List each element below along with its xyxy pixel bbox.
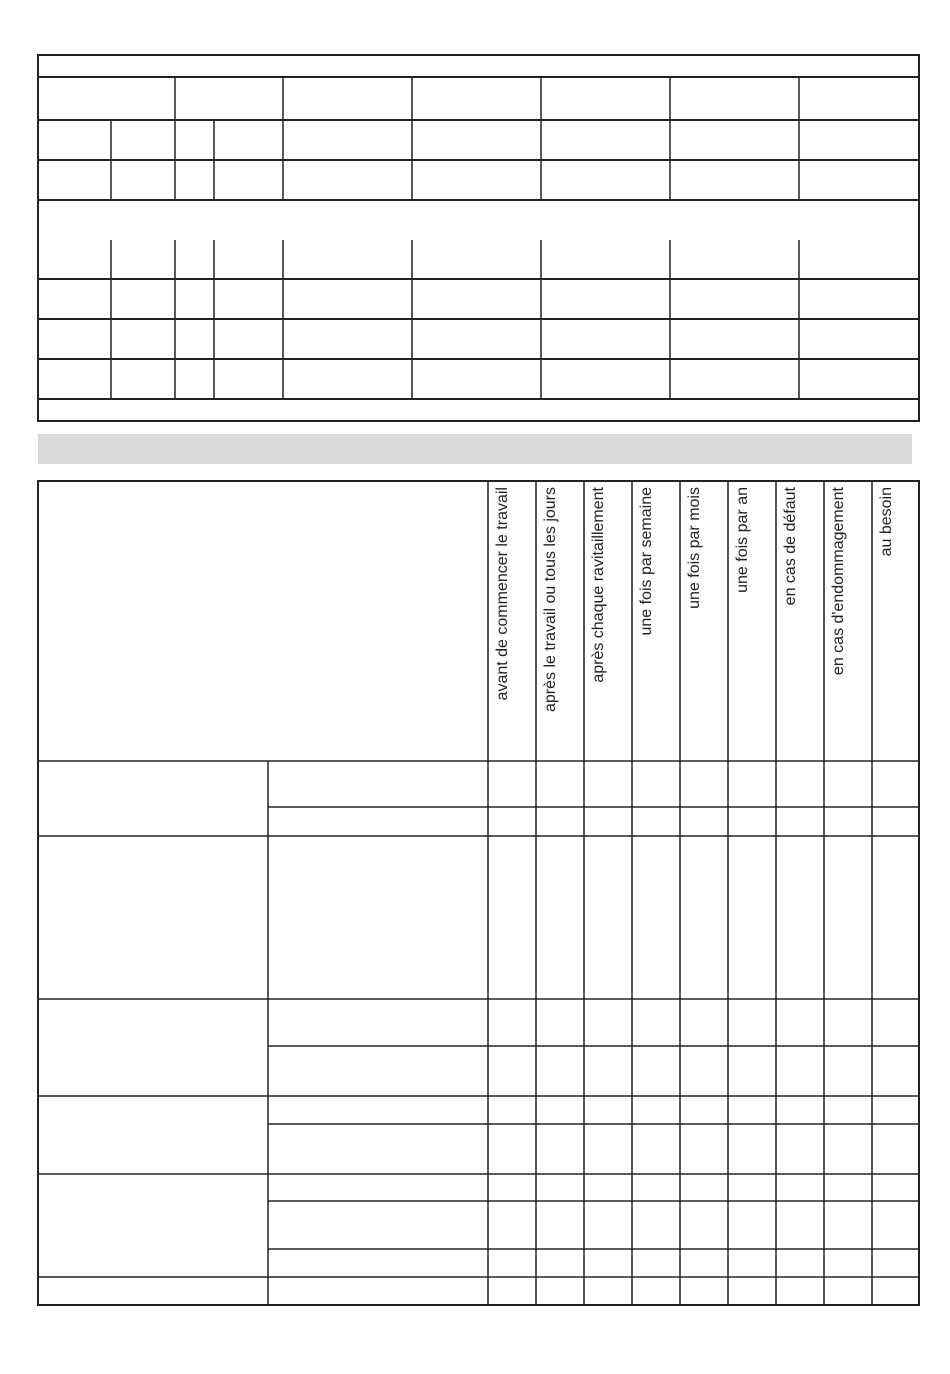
interval-header: une fois par an <box>734 487 751 593</box>
interval-header: une fois par semaine <box>638 487 655 636</box>
interval-header: en cas d'endommagement <box>830 487 847 676</box>
interval-header: après chaque ravitaillement <box>590 487 607 683</box>
interval-header: en cas de défaut <box>782 487 799 606</box>
interval-header: après le travail ou tous les jours <box>542 487 559 712</box>
interval-header: une fois par mois <box>686 487 703 609</box>
interval-header: au besoin <box>878 487 895 557</box>
interval-header: avant de commencer le travail <box>494 487 511 701</box>
